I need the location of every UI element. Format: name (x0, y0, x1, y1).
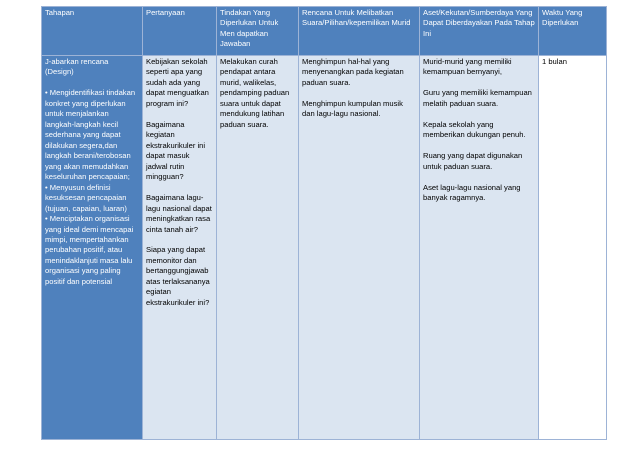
cell-line: Aset lagu-lagu nasional yang banyak ragamnya. (423, 182, 523, 203)
cell-line: Bagaimana kegiatan ekstrakurikuler ini dapat masuk jadwal rutin mingguan? (146, 119, 208, 182)
cell-line: Kepala sekolah yang memberikan dukungan penuh. (423, 119, 526, 140)
cell-waktu (539, 56, 607, 440)
header-rencana: Rencana Untuk Melibatkan Suara/Pilihan/kepemilikan Murid (299, 7, 420, 56)
cell-line (146, 109, 213, 119)
cell-line: Kebijakan sekolah seperti apa yang sudah ada yang dapat menguatkan program ini? (146, 57, 212, 108)
cell-line: Guru yang memiliki kemampuan melatih paduan suara. (423, 88, 535, 108)
cell-line: Siapa yang dapat memonitor dan bertanggungjawab atas terlaksananya egiatan ekstrakurikuler ini? (146, 245, 212, 307)
cell-pertanyaan (143, 56, 217, 440)
cell-line: (Design) (45, 67, 74, 77)
cell-line (423, 172, 535, 182)
cell-line: Bagaimana lagu-lagu nasional dapat meningkatkan rasa cinta tanah air? (146, 193, 214, 234)
header-aset: Aset/Kekutan/Sumberdaya Yang Dapat Diberdayakan Pada Tahap Ini (420, 7, 539, 56)
cell-line (146, 235, 213, 245)
cell-line: Menghimpun kumpulan musik dan lagu-lagu nasional. (302, 98, 406, 119)
header-tahapan: Tahapan (42, 7, 143, 56)
cell-line (423, 141, 535, 151)
header-row (42, 7, 607, 56)
cell-tindakan (217, 56, 299, 440)
cell-line (146, 183, 213, 193)
cell-line: • Menyusun definisi kesuksesan pencapaian (tujuan, capaian, luaran) (45, 182, 129, 213)
cell-line: J-abarkan rencana (45, 57, 109, 66)
cell-line: Menghimpun hal-hal yang menyenangkan pada kegiatan paduan suara. (302, 57, 406, 87)
cell-rencana (299, 56, 420, 440)
cell-line (423, 78, 535, 88)
cell-aset (420, 56, 539, 440)
table-row (42, 56, 607, 440)
header-tindakan: Tindakan Yang Diperlukan Untuk Men dapatkan Jawaban (217, 7, 299, 56)
cell-line: • Mengidentifikasi tindakan konkret yang diperlukan untuk menjalankan langkah-langkah kecil sederhana yang dapat dilakukan segera,dan langkah berani/terobosan yang akan memudahkan keseluruhan pencapaian; (45, 88, 138, 182)
cell-line: Murid-murid yang memiliki kemampuan bernyanyi, (423, 57, 514, 77)
cell-line: • Menciptakan organisasi yang ideal demi mencapai mimpi, mempertahankan perubahan positif, atau menindaklanjuti masa lalu organisasi yang paling positif dan potensial (45, 214, 136, 286)
cell-line (423, 109, 535, 119)
action-plan-table (41, 6, 607, 440)
cell-line (302, 88, 416, 98)
cell-line: 1 bulan (542, 57, 567, 66)
header-pertanyaan: Pertanyaan (143, 7, 217, 56)
cell-line: Ruang yang dapat digunakan untuk paduan suara. (423, 151, 525, 171)
cell-tahapan (42, 56, 143, 440)
cell-line (45, 78, 139, 88)
header-waktu: Waktu Yang Diperlukan (539, 7, 607, 56)
cell-line: Melakukan curah pendapat antara murid, walikelas, pendamping paduan suara untuk dapat mendukung latihan paduan suara. (220, 57, 292, 129)
